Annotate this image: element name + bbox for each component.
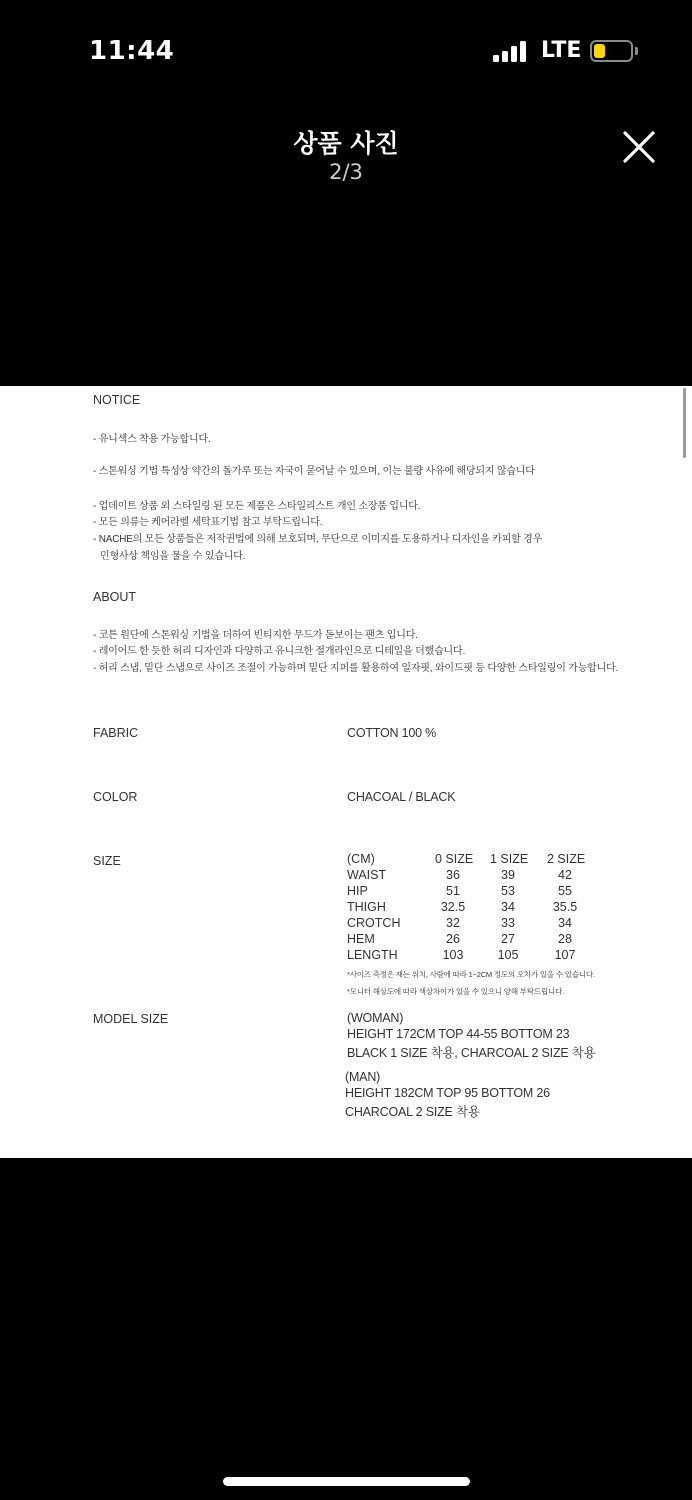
model-woman-line: HEIGHT 172CM TOP 44-55 BOTTOM 23	[347, 1027, 570, 1041]
battery-icon	[590, 40, 633, 62]
size-cell: 34	[501, 900, 515, 914]
size-header-cell: 0 SIZE	[435, 852, 474, 866]
size-cell: WAIST	[347, 868, 387, 882]
size-cell: 32	[446, 916, 460, 930]
product-detail-image[interactable]	[0, 386, 692, 1158]
size-cell: 107	[554, 948, 576, 962]
size-cell: 36	[446, 868, 460, 882]
size-cell: CROTCH	[347, 916, 401, 930]
battery-cap	[635, 47, 638, 55]
size-cell: HEM	[347, 932, 375, 946]
about-item: - 레이어드 한 듯한 허리 디자인과 다양하고 유니크한 절개라인으로 디테일을 더했습니다.	[93, 646, 466, 657]
about-item: - 코튼 원단에 스톤워싱 기법을 더하여 빈티지한 무드가 돋보이는 팬츠 입니다.	[93, 630, 418, 641]
scroll-indicator	[683, 388, 686, 458]
size-cell: THIGH	[347, 900, 386, 914]
close-icon	[620, 128, 658, 166]
size-cell: 32.5	[440, 900, 466, 914]
notice-item: - 업데이트 상품 외 스타일링 된 모든 제품은 스타일리스트 개인 소장품 입니다.	[93, 501, 421, 512]
model-man-line: HEIGHT 182CM TOP 95 BOTTOM 26	[345, 1086, 550, 1100]
model-woman-line: (WOMAN)	[347, 1011, 404, 1025]
size-cell: 34	[558, 916, 572, 930]
fabric-value: COTTON 100 %	[347, 726, 437, 740]
size-cell: HIP	[347, 884, 368, 898]
size-cell: 105	[497, 948, 519, 962]
size-header-cell: 1 SIZE	[490, 852, 529, 866]
close-button[interactable]	[620, 128, 658, 166]
notice-item: - 유니섹스 착용 가능합니다.	[93, 434, 211, 445]
size-cell: LENGTH	[347, 948, 398, 962]
notice-item: - 스톤워싱 기법 특성상 약간의 돌가루 또는 자국이 묻어날 수 있으며, 이는 불량 사유에 해당되지 않습니다	[93, 466, 535, 477]
about-item: - 허리 스냅, 밑단 스냅으로 사이즈 조절이 가능하며 밑단 지퍼를 활용하여 일자핏, 와이드핏 등 다양한 스타일링이 가능합니다.	[93, 663, 619, 674]
model-man-line: (MAN)	[345, 1070, 381, 1084]
model-man-line: CHARCOAL 2 SIZE 착용	[345, 1105, 480, 1119]
size-cell: 26	[446, 932, 460, 946]
color-label: COLOR	[93, 790, 138, 804]
photo-counter: 2/3	[329, 160, 363, 184]
notice-heading: NOTICE	[93, 393, 141, 407]
size-cell: 35.5	[552, 900, 578, 914]
size-cell: 28	[558, 932, 572, 946]
notice-item: - NACHE의 모든 상품들은 저작권법에 의해 보호되며, 무단으로 이미지를 도용하거나 디자인을 카피할 경우	[93, 534, 543, 545]
about-heading: ABOUT	[93, 590, 137, 604]
size-header-cell: (CM)	[347, 852, 375, 866]
network-type: LTE	[541, 38, 582, 63]
size-cell: 33	[501, 916, 515, 930]
size-label: SIZE	[93, 854, 121, 868]
size-cell: 42	[558, 868, 572, 882]
status-time: 11:44	[89, 36, 175, 66]
notice-item: 민형사상 책임을 물을 수 있습니다.	[100, 551, 246, 562]
size-header-cell: 2 SIZE	[547, 852, 586, 866]
size-cell: 27	[501, 932, 515, 946]
battery-level	[594, 44, 605, 58]
size-cell: 51	[446, 884, 460, 898]
notice-item: - 모든 의류는 케어라벨 세탁표기법 참고 부탁드립니다.	[93, 517, 323, 528]
size-cell: 103	[442, 948, 464, 962]
model-size-label: MODEL SIZE	[93, 1012, 169, 1026]
color-value: CHACOAL / BLACK	[347, 790, 456, 804]
size-cell: 39	[501, 868, 515, 882]
model-woman-line: BLACK 1 SIZE 착용, CHARCOAL 2 SIZE 착용	[347, 1046, 596, 1060]
fabric-label: FABRIC	[93, 726, 139, 740]
size-note: *모니터 해상도에 따라 색상차이가 있을 수 있으니 양해 부탁드립니다.	[347, 987, 564, 996]
size-cell: 55	[558, 884, 572, 898]
viewer-title: 상품 사진	[293, 129, 399, 158]
size-note: *사이즈 측정은 재는 위치, 사람에 따라 1~2CM 정도의 오차가 있을 수 있습니다.	[347, 970, 595, 979]
home-indicator[interactable]	[223, 1477, 470, 1486]
cellular-signal-icon	[493, 40, 529, 62]
size-cell: 53	[501, 884, 515, 898]
